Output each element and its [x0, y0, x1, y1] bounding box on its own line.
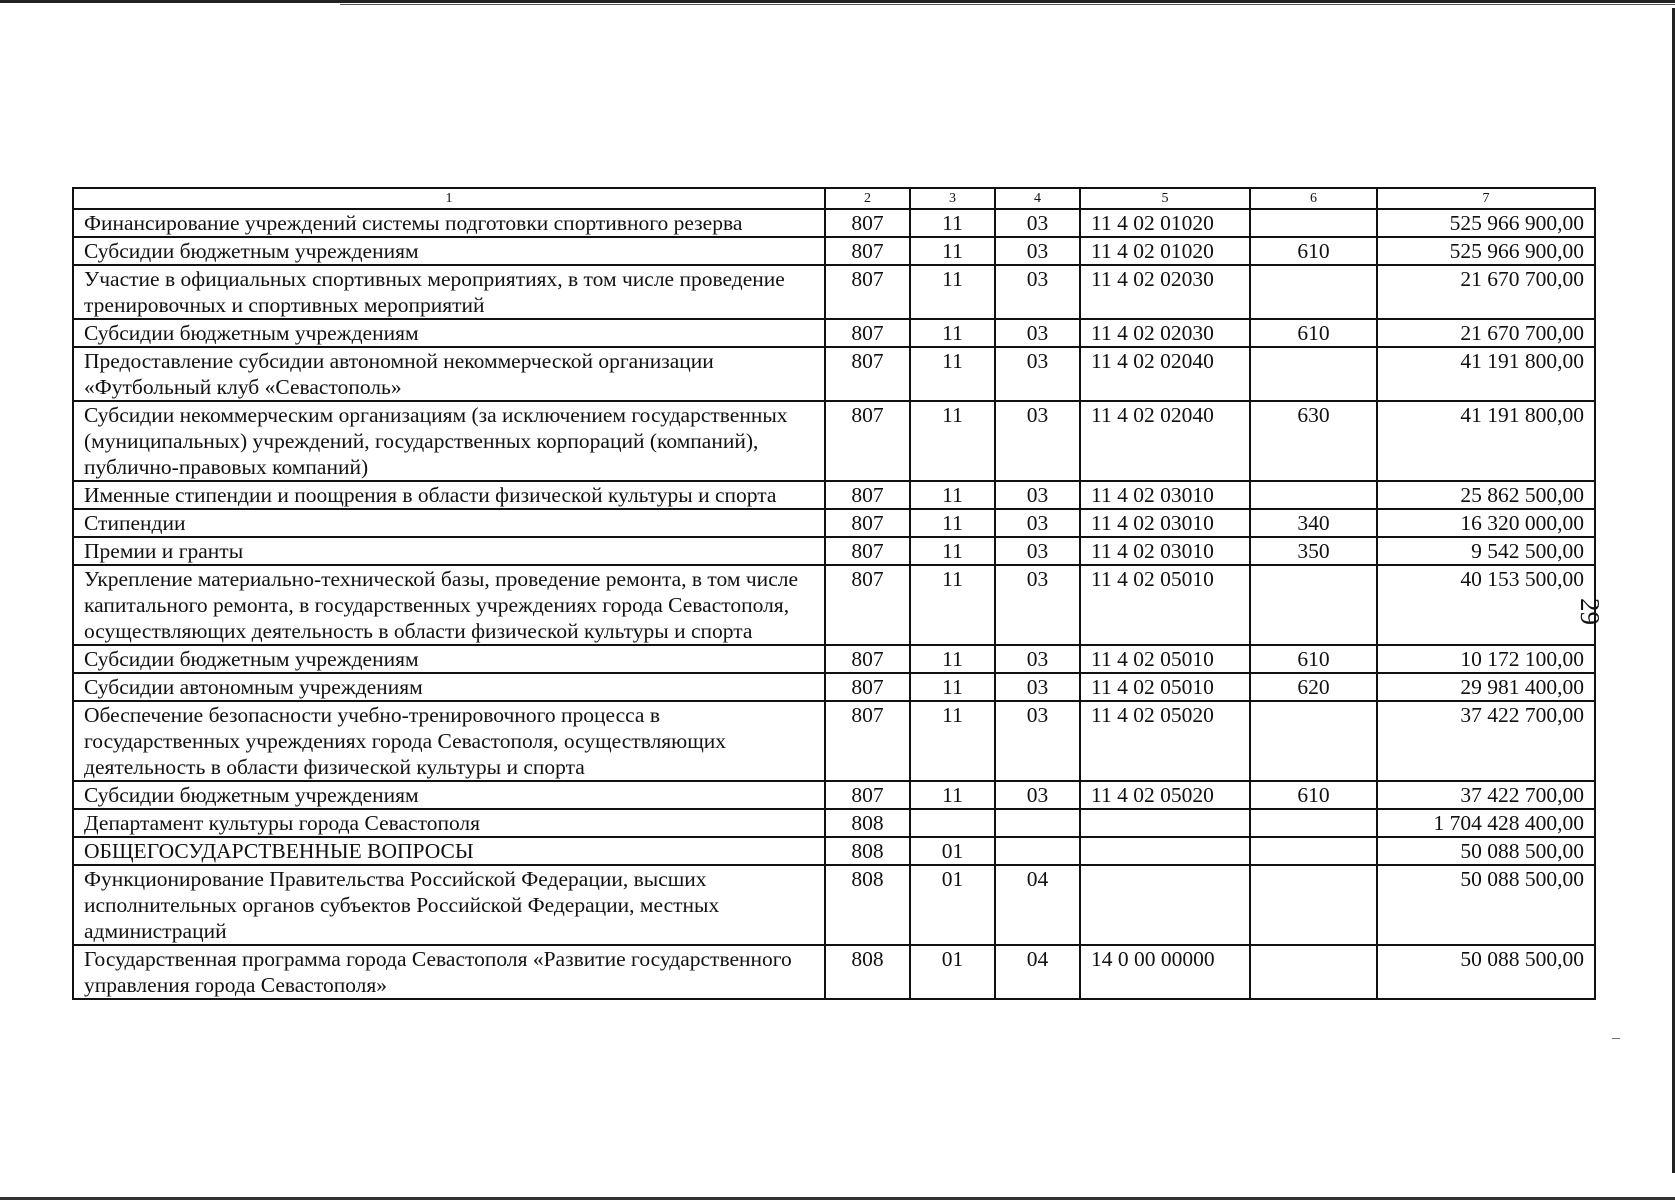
row-name: Субсидии бюджетным учреждениям — [73, 237, 825, 265]
header-cell-4: 4 — [995, 188, 1080, 209]
row-expense-type — [1250, 837, 1377, 865]
row-expense-type: 630 — [1250, 401, 1377, 481]
row-name: Предоставление субсидии автономной некоммерческой организации «Футбольный клуб «Севастополь» — [73, 347, 825, 401]
row-name: Именные стипендии и поощрения в области физической культуры и спорта — [73, 481, 825, 509]
table-row — [73, 865, 1595, 945]
table-header-row — [73, 188, 1595, 209]
header-cell-5: 5 — [1080, 188, 1250, 209]
row-expense-type: 620 — [1250, 673, 1377, 701]
row-amount: 37 422 700,00 — [1377, 781, 1595, 809]
table-row — [73, 265, 1595, 319]
row-expense-type: 610 — [1250, 645, 1377, 673]
table-row — [73, 781, 1595, 809]
row-amount: 16 320 000,00 — [1377, 509, 1595, 537]
row-target-code: 11 4 02 02030 — [1080, 319, 1250, 347]
row-name: Субсидии бюджетным учреждениям — [73, 319, 825, 347]
row-subsection: 03 — [995, 481, 1080, 509]
row-name: Премии и гранты — [73, 537, 825, 565]
table-row — [73, 509, 1595, 537]
row-section: 11 — [910, 645, 995, 673]
row-amount: 41 191 800,00 — [1377, 401, 1595, 481]
row-expense-type: 350 — [1250, 537, 1377, 565]
row-section: 01 — [910, 945, 995, 999]
row-section: 01 — [910, 865, 995, 945]
row-ministry-code: 807 — [825, 347, 910, 401]
row-subsection: 03 — [995, 237, 1080, 265]
row-amount: 10 172 100,00 — [1377, 645, 1595, 673]
header-cell-7: 7 — [1377, 188, 1595, 209]
row-target-code: 11 4 02 05010 — [1080, 673, 1250, 701]
header-cell-2: 2 — [825, 188, 910, 209]
row-section: 11 — [910, 265, 995, 319]
row-name: Участие в официальных спортивных мероприятиях, в том числе проведение тренировочных и спортивных мероприятий — [73, 265, 825, 319]
row-expense-type: 340 — [1250, 509, 1377, 537]
row-amount: 25 862 500,00 — [1377, 481, 1595, 509]
row-name: Субсидии некоммерческим организациям (за исключением государственных (муниципальных) учреждений, государственных корпораций (компаний), публично-правовых компаний) — [73, 401, 825, 481]
row-ministry-code: 807 — [825, 701, 910, 781]
row-section: 11 — [910, 319, 995, 347]
row-subsection: 03 — [995, 565, 1080, 645]
row-name: Обеспечение безопасности учебно-тренировочного процесса в государственных учреждениях города Севастополя, осуществляющих деятельность в области физической культуры и спорта — [73, 701, 825, 781]
row-ministry-code: 808 — [825, 865, 910, 945]
row-subsection — [995, 809, 1080, 837]
row-expense-type — [1250, 265, 1377, 319]
row-ministry-code: 807 — [825, 265, 910, 319]
row-name: Субсидии автономным учреждениям — [73, 673, 825, 701]
table-row — [73, 645, 1595, 673]
row-subsection: 03 — [995, 347, 1080, 401]
row-target-code: 11 4 02 02030 — [1080, 265, 1250, 319]
row-expense-type — [1250, 209, 1377, 237]
row-section: 11 — [910, 565, 995, 645]
row-subsection: 03 — [995, 673, 1080, 701]
row-subsection: 04 — [995, 945, 1080, 999]
row-target-code: 11 4 02 05020 — [1080, 781, 1250, 809]
row-section: 11 — [910, 509, 995, 537]
row-name: Финансирование учреждений системы подготовки спортивного резерва — [73, 209, 825, 237]
top-border-line-secondary — [340, 4, 1675, 5]
row-amount: 29 981 400,00 — [1377, 673, 1595, 701]
row-target-code — [1080, 837, 1250, 865]
row-ministry-code: 807 — [825, 673, 910, 701]
header-cell-3: 3 — [910, 188, 995, 209]
row-expense-type — [1250, 565, 1377, 645]
row-name: Функционирование Правительства Российской Федерации, высших исполнительных органов субъектов Российской Федерации, местных администраций — [73, 865, 825, 945]
row-ministry-code: 807 — [825, 565, 910, 645]
table-row — [73, 701, 1595, 781]
table-row — [73, 945, 1595, 999]
row-subsection: 03 — [995, 645, 1080, 673]
row-ministry-code: 807 — [825, 509, 910, 537]
row-subsection: 03 — [995, 265, 1080, 319]
row-ministry-code: 807 — [825, 401, 910, 481]
row-name: Субсидии бюджетным учреждениям — [73, 781, 825, 809]
row-subsection: 04 — [995, 865, 1080, 945]
row-subsection: 03 — [995, 319, 1080, 347]
header-cell-6: 6 — [1250, 188, 1377, 209]
table-row — [73, 837, 1595, 865]
row-name: Государственная программа города Севастополя «Развитие государственного управления города Севастополя» — [73, 945, 825, 999]
row-amount: 50 088 500,00 — [1377, 837, 1595, 865]
row-amount: 9 542 500,00 — [1377, 537, 1595, 565]
row-ministry-code: 808 — [825, 837, 910, 865]
row-target-code: 14 0 00 00000 — [1080, 945, 1250, 999]
row-section: 11 — [910, 673, 995, 701]
row-subsection: 03 — [995, 209, 1080, 237]
table-row — [73, 481, 1595, 509]
row-section — [910, 809, 995, 837]
row-subsection: 03 — [995, 781, 1080, 809]
row-section: 11 — [910, 481, 995, 509]
header-cell-1: 1 — [73, 188, 825, 209]
table-row — [73, 565, 1595, 645]
table-row — [73, 347, 1595, 401]
row-subsection: 03 — [995, 537, 1080, 565]
row-name: Субсидии бюджетным учреждениям — [73, 645, 825, 673]
row-target-code: 11 4 02 02040 — [1080, 347, 1250, 401]
row-ministry-code: 807 — [825, 319, 910, 347]
row-name: Укрепление материально-технической базы, проведение ремонта, в том числе капитального ремонта, в государственных учреждениях города Севастополя, осуществляющих деятельность в области физической культуры и спорта — [73, 565, 825, 645]
row-amount: 50 088 500,00 — [1377, 945, 1595, 999]
top-border-line — [0, 0, 1675, 3]
row-expense-type: 610 — [1250, 781, 1377, 809]
row-target-code: 11 4 02 05010 — [1080, 645, 1250, 673]
row-amount: 50 088 500,00 — [1377, 865, 1595, 945]
row-section: 11 — [910, 701, 995, 781]
row-target-code: 11 4 02 05020 — [1080, 701, 1250, 781]
row-subsection: 03 — [995, 509, 1080, 537]
row-section: 11 — [910, 237, 995, 265]
row-expense-type — [1250, 809, 1377, 837]
row-subsection: 03 — [995, 701, 1080, 781]
row-target-code — [1080, 809, 1250, 837]
row-ministry-code: 807 — [825, 781, 910, 809]
row-ministry-code: 808 — [825, 809, 910, 837]
row-target-code — [1080, 865, 1250, 945]
row-expense-type: 610 — [1250, 237, 1377, 265]
row-target-code: 11 4 02 01020 — [1080, 209, 1250, 237]
row-expense-type — [1250, 701, 1377, 781]
row-amount: 525 966 900,00 — [1377, 209, 1595, 237]
row-name: Стипендии — [73, 509, 825, 537]
row-target-code: 11 4 02 03010 — [1080, 509, 1250, 537]
table-row — [73, 209, 1595, 237]
row-amount: 37 422 700,00 — [1377, 701, 1595, 781]
row-section: 11 — [910, 537, 995, 565]
row-section: 01 — [910, 837, 995, 865]
row-subsection — [995, 837, 1080, 865]
row-target-code: 11 4 02 03010 — [1080, 537, 1250, 565]
row-ministry-code: 807 — [825, 481, 910, 509]
table-row — [73, 401, 1595, 481]
row-subsection: 03 — [995, 401, 1080, 481]
row-ministry-code: 807 — [825, 237, 910, 265]
row-amount: 525 966 900,00 — [1377, 237, 1595, 265]
row-target-code: 11 4 02 05010 — [1080, 565, 1250, 645]
page-number: 29 — [1575, 598, 1605, 625]
table-row — [73, 319, 1595, 347]
row-ministry-code: 807 — [825, 645, 910, 673]
table-row — [73, 237, 1595, 265]
row-section: 11 — [910, 401, 995, 481]
row-amount: 21 670 700,00 — [1377, 319, 1595, 347]
row-target-code: 11 4 02 03010 — [1080, 481, 1250, 509]
table-row — [73, 537, 1595, 565]
row-section: 11 — [910, 781, 995, 809]
row-target-code: 11 4 02 01020 — [1080, 237, 1250, 265]
table-row — [73, 809, 1595, 837]
row-ministry-code: 807 — [825, 537, 910, 565]
row-section: 11 — [910, 209, 995, 237]
row-ministry-code: 808 — [825, 945, 910, 999]
margin-mark — [1612, 1038, 1620, 1039]
row-expense-type — [1250, 347, 1377, 401]
row-amount: 21 670 700,00 — [1377, 265, 1595, 319]
row-name: Департамент культуры города Севастополя — [73, 809, 825, 837]
table-row — [73, 673, 1595, 701]
row-amount: 40 153 500,00 — [1377, 565, 1595, 645]
row-amount: 1 704 428 400,00 — [1377, 809, 1595, 837]
row-expense-type — [1250, 945, 1377, 999]
row-expense-type: 610 — [1250, 319, 1377, 347]
row-section: 11 — [910, 347, 995, 401]
budget-table — [72, 187, 1596, 1000]
row-target-code: 11 4 02 02040 — [1080, 401, 1250, 481]
row-ministry-code: 807 — [825, 209, 910, 237]
row-expense-type — [1250, 865, 1377, 945]
row-name: ОБЩЕГОСУДАРСТВЕННЫЕ ВОПРОСЫ — [73, 837, 825, 865]
row-amount: 41 191 800,00 — [1377, 347, 1595, 401]
row-expense-type — [1250, 481, 1377, 509]
